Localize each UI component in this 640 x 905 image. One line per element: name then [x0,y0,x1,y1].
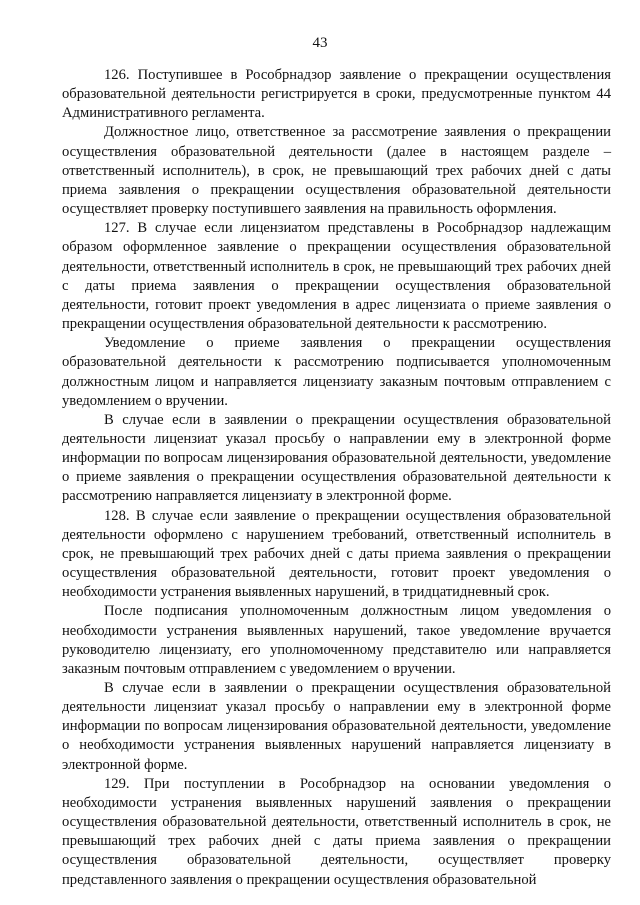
paragraph-128: 128. В случае если заявление о прекращении осуществления образовательной деятельности оформлено с нарушением требований, ответственный исполнитель в срок, не превышающий трех рабочих дней с даты приема заявления о прекращении осуществления образовательной деятельности, готовит проект уведомления о необходимости устранения выявленных нарушений, в тридцатидневный срок. [62,507,611,601]
paragraph-126: 126. Поступившее в Рособрнадзор заявление о прекращении осуществления образовательной деятельности регистрируется в сроки, предусмотренные пунктом 44 Административного регламента. [62,67,611,122]
paragraph-responsible-officer: Должностное лицо, ответственное за рассмотрение заявления о прекращении осуществления образовательной деятельности (далее в настоящем разделе – ответственный исполнитель), в срок, не превышающий трех рабочих дней с даты приема заявления о прекращении осуществления образовательной деятельности осуществляет проверку поступившего заявления на правильность оформления. [62,124,611,218]
paragraph-129: 129. При поступлении в Рособрнадзор на основании уведомления о необходимости устранения выявленных нарушений заявления о прекращении осуществления образовательной деятельности, ответственный исполнитель в срок, не превышающий трех рабочих дней с даты приема заявления о прекращении осуществления образовательной деятельности, осуществляет проверку представленного заявления о прекращении осуществления образовательной [62,775,611,888]
page-number: 43 [312,35,328,51]
paragraph-127: 127. В случае если лицензиатом представлены в Рособрнадзор надлежащим образом оформленное заявление о прекращении осуществления образовательной деятельности, ответственный исполнитель в срок, не превышающий трех рабочих дней с даты приема заявления о прекращении осуществления образовательной деятельности, готовит проект уведомления в адрес лицензиата о приеме заявления о прекращении осуществления образовательной деятельности к рассмотрению. [62,220,611,333]
paragraph-acceptance-notice: Уведомление о приеме заявления о прекращении осуществления образовательной деятельности к рассмотрению подписывается уполномоченным должностным лицом и направляется лицензиату заказным почтовым отправлением с уведомлением о вручении. [62,335,611,409]
paragraph-violation-notice: После подписания уполномоченным должностным лицом уведомления о необходимости устранения выявленных нарушений, такое уведомление вручается руководителю лицензиату, его уполномоченному представителю или направляется заказным почтовым отправлением с уведомлением о вручении. [62,603,611,677]
document-body [62,66,611,890]
paragraph-electronic-violation: В случае если в заявлении о прекращении осуществления образовательной деятельности лицензиат указал просьбу о направлении ему в электронной форме информации по вопросам лицензирования образовательной деятельности, уведомление о необходимости устранения выявленных нарушений направляется лицензиату в электронной форме. [62,680,611,773]
paragraph-electronic-acceptance: В случае если в заявлении о прекращении осуществления образовательной деятельности лицензиат указал просьбу о направлении ему в электронной форме информации по вопросам лицензирования образовательной деятельности, уведомление о приеме заявления о прекращении осуществления образовательной деятельности к рассмотрению направляется лицензиату в электронной форме. [62,411,611,505]
